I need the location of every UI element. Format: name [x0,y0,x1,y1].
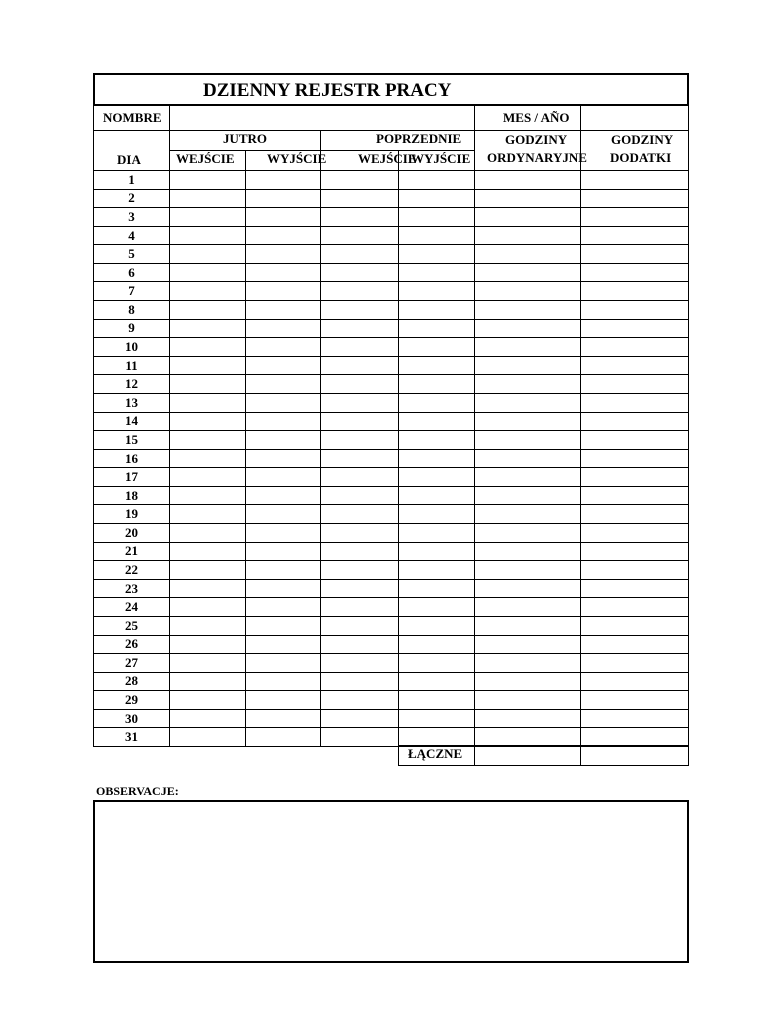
extra-hours-field[interactable] [580,430,689,450]
previous-entry-field[interactable] [320,244,399,264]
previous-exit-field[interactable] [398,244,475,264]
day-number: 27 [125,654,138,670]
ordinary-hours-field[interactable] [474,226,581,246]
day-number: 17 [125,469,138,485]
previous-exit-field[interactable] [398,523,475,543]
day-number: 23 [125,580,138,596]
today-entry-field[interactable] [169,523,246,543]
day-number: 2 [128,190,135,206]
ordinary-hours-field[interactable] [474,690,581,710]
today-entry-field[interactable] [169,653,246,673]
month-year-field[interactable] [580,105,689,131]
extra-hours-field[interactable] [580,226,689,246]
observations-field[interactable] [93,800,689,963]
previous-exit-field[interactable] [398,374,475,394]
ordinary-hours-field[interactable] [474,709,581,729]
today-entry-field[interactable] [169,226,246,246]
previous-entry-header: WEJŚCIE [358,151,417,166]
extra-hours-field[interactable] [580,523,689,543]
today-entry-field[interactable] [169,281,246,301]
today-entry-field[interactable] [169,412,246,432]
today-entry-field[interactable] [169,300,246,320]
ordinary-hours-field[interactable] [474,560,581,580]
previous-entry-field[interactable] [320,486,399,506]
previous-entry-field[interactable] [320,690,399,710]
today-exit-field[interactable] [245,560,321,580]
previous-entry-field[interactable] [320,356,399,376]
previous-entry-field[interactable] [320,412,399,432]
today-exit-header: WYJŚCIE [267,151,327,166]
previous-entry-field[interactable] [320,300,399,320]
day-number: 20 [125,524,138,540]
ordinary-hours-field[interactable] [474,300,581,320]
ordinary-hours-field[interactable] [474,504,581,524]
previous-entry-field[interactable] [320,170,399,190]
day-header: DIA [117,152,141,167]
ordinary-hours-header-line1: GODZINY [505,132,568,147]
ordinary-hours-field[interactable] [474,616,581,636]
today-exit-field[interactable] [245,319,321,339]
previous-entry-field[interactable] [320,449,399,469]
extra-hours-field[interactable] [580,412,689,432]
ordinary-hours-field[interactable] [474,597,581,617]
today-entry-field[interactable] [169,430,246,450]
day-number: 1 [128,171,135,187]
previous-entry-field[interactable] [320,542,399,562]
previous-exit-field[interactable] [398,579,475,599]
extra-hours-header-line1: GODZINY [611,132,674,147]
extra-hours-field[interactable] [580,319,689,339]
today-entry-field[interactable] [169,635,246,655]
day-number: 15 [125,431,138,447]
today-entry-field[interactable] [169,542,246,562]
day-number: 10 [125,339,138,355]
previous-exit-field[interactable] [398,412,475,432]
previous-entry-field[interactable] [320,263,399,283]
previous-entry-field[interactable] [320,374,399,394]
today-exit-field[interactable] [245,226,321,246]
day-number: 21 [125,543,138,559]
extra-hours-field[interactable] [580,300,689,320]
extra-hours-field[interactable] [580,560,689,580]
ordinary-hours-field[interactable] [474,449,581,469]
previous-entry-field[interactable] [320,226,399,246]
extra-hours-field[interactable] [580,244,689,264]
today-exit-field[interactable] [245,430,321,450]
today-exit-field[interactable] [245,542,321,562]
day-number: 30 [125,710,138,726]
previous-entry-field[interactable] [320,523,399,543]
ordinary-hours-field[interactable] [474,337,581,357]
total-extra-hours-field[interactable] [580,745,689,766]
previous-exit-field[interactable] [398,653,475,673]
today-exit-field[interactable] [245,170,321,190]
previous-exit-field[interactable] [398,226,475,246]
day-number: 7 [128,283,135,299]
extra-hours-field[interactable] [580,449,689,469]
today-entry-field[interactable] [169,467,246,487]
extra-hours-field[interactable] [580,189,689,209]
today-entry-field[interactable] [169,319,246,339]
extra-hours-field[interactable] [580,281,689,301]
today-exit-field[interactable] [245,300,321,320]
previous-exit-field[interactable] [398,207,475,227]
today-entry-field[interactable] [169,207,246,227]
previous-entry-field[interactable] [320,504,399,524]
today-exit-field[interactable] [245,653,321,673]
today-entry-field[interactable] [169,170,246,190]
day-number: 25 [125,617,138,633]
today-exit-field[interactable] [245,337,321,357]
previous-exit-field[interactable] [398,430,475,450]
ordinary-hours-field[interactable] [474,263,581,283]
previous-entry-field[interactable] [320,189,399,209]
ordinary-hours-field[interactable] [474,374,581,394]
day-number: 16 [125,450,138,466]
today-exit-field[interactable] [245,579,321,599]
previous-entry-field[interactable] [320,337,399,357]
today-exit-field[interactable] [245,281,321,301]
today-entry-field[interactable] [169,244,246,264]
extra-hours-field[interactable] [580,672,689,692]
previous-entry-field[interactable] [320,579,399,599]
day-number: 6 [128,264,135,280]
ordinary-hours-field[interactable] [474,467,581,487]
today-exit-field[interactable] [245,207,321,227]
extra-hours-field[interactable] [580,263,689,283]
previous-exit-field[interactable] [398,449,475,469]
today-entry-header: WEJŚCIE [176,151,235,166]
previous-entry-field[interactable] [320,393,399,413]
previous-exit-field[interactable] [398,393,475,413]
today-entry-field[interactable] [169,337,246,357]
today-entry-field[interactable] [169,690,246,710]
previous-exit-field[interactable] [398,337,475,357]
previous-exit-field[interactable] [398,542,475,562]
previous-entry-field[interactable] [320,597,399,617]
day-number: 24 [125,599,138,615]
ordinary-hours-field[interactable] [474,579,581,599]
ordinary-hours-field[interactable] [474,653,581,673]
extra-hours-field[interactable] [580,616,689,636]
extra-hours-field[interactable] [580,170,689,190]
day-number: 14 [125,413,138,429]
previous-entry-field[interactable] [320,467,399,487]
day-number: 9 [128,320,135,336]
today-entry-field[interactable] [169,709,246,729]
day-number: 28 [125,673,138,689]
extra-hours-field[interactable] [580,504,689,524]
previous-exit-field[interactable] [398,616,475,636]
extra-hours-field[interactable] [580,356,689,376]
previous-entry-field[interactable] [320,672,399,692]
today-exit-field[interactable] [245,709,321,729]
today-entry-field[interactable] [169,560,246,580]
today-exit-field[interactable] [245,690,321,710]
ordinary-hours-field[interactable] [474,356,581,376]
today-entry-field[interactable] [169,189,246,209]
today-entry-field[interactable] [169,504,246,524]
previous-entry-field[interactable] [320,635,399,655]
ordinary-hours-field[interactable] [474,319,581,339]
ordinary-hours-field[interactable] [474,430,581,450]
today-exit-field[interactable] [245,467,321,487]
today-group-label: JUTRO [222,131,268,146]
today-entry-field[interactable] [169,597,246,617]
previous-entry-field[interactable] [320,560,399,580]
today-exit-field[interactable] [245,616,321,636]
previous-exit-field[interactable] [398,300,475,320]
extra-hours-field[interactable] [580,207,689,227]
previous-entry-field[interactable] [320,709,399,729]
ordinary-hours-field[interactable] [474,542,581,562]
ordinary-hours-field[interactable] [474,207,581,227]
today-exit-field[interactable] [245,393,321,413]
today-entry-field[interactable] [169,672,246,692]
ordinary-hours-field[interactable] [474,672,581,692]
previous-exit-field[interactable] [398,709,475,729]
extra-hours-field[interactable] [580,709,689,729]
previous-entry-field[interactable] [320,653,399,673]
previous-entry-field[interactable] [320,727,399,747]
previous-exit-field[interactable] [398,504,475,524]
today-entry-field[interactable] [169,393,246,413]
previous-exit-field[interactable] [398,170,475,190]
extra-hours-field[interactable] [580,467,689,487]
today-exit-field[interactable] [245,727,321,747]
day-number: 26 [125,636,138,652]
ordinary-hours-field[interactable] [474,635,581,655]
previous-exit-field[interactable] [398,263,475,283]
extra-hours-field[interactable] [580,486,689,506]
previous-exit-field[interactable] [398,597,475,617]
ordinary-hours-field[interactable] [474,244,581,264]
today-exit-field[interactable] [245,504,321,524]
extra-hours-field[interactable] [580,635,689,655]
previous-exit-header: WYJŚCIE [411,151,471,166]
ordinary-hours-field[interactable] [474,281,581,301]
observations-label: OBSERVACJE: [96,784,179,798]
today-entry-field[interactable] [169,263,246,283]
previous-group-label: POPRZEDNIE [376,131,462,146]
previous-entry-field[interactable] [320,616,399,636]
day-number: 13 [125,394,138,410]
previous-entry-field[interactable] [320,281,399,301]
today-exit-field[interactable] [245,244,321,264]
day-number: 12 [125,376,138,392]
previous-exit-field[interactable] [398,560,475,580]
ordinary-hours-field[interactable] [474,486,581,506]
form-title: DZIENNY REJESTR PRACY [203,80,452,101]
day-number: 8 [128,301,135,317]
today-entry-field[interactable] [169,616,246,636]
today-entry-field[interactable] [169,449,246,469]
previous-exit-field[interactable] [398,281,475,301]
extra-hours-field[interactable] [580,690,689,710]
today-entry-field[interactable] [169,486,246,506]
extra-hours-field[interactable] [580,653,689,673]
name-label: NOMBRE [103,110,162,125]
extra-hours-header-line2: DODATKI [610,150,672,165]
previous-exit-field[interactable] [398,189,475,209]
extra-hours-field[interactable] [580,542,689,562]
day-number: 31 [125,729,138,745]
ordinary-hours-header-line2: ORDYNARYJNE [487,150,587,165]
ordinary-hours-field[interactable] [474,412,581,432]
ordinary-hours-field[interactable] [474,170,581,190]
today-exit-field[interactable] [245,597,321,617]
ordinary-hours-field[interactable] [474,393,581,413]
ordinary-hours-field[interactable] [474,189,581,209]
today-exit-field[interactable] [245,486,321,506]
today-entry-field[interactable] [169,374,246,394]
day-number: 22 [125,561,138,577]
today-exit-field[interactable] [245,635,321,655]
previous-entry-field[interactable] [320,430,399,450]
name-field[interactable] [169,105,475,131]
today-exit-field[interactable] [245,449,321,469]
total-ordinary-hours-field[interactable] [474,745,581,766]
day-number: 18 [125,487,138,503]
day-number: 3 [128,208,135,224]
previous-exit-field[interactable] [398,486,475,506]
extra-hours-field[interactable] [580,337,689,357]
today-exit-field[interactable] [245,263,321,283]
extra-hours-field[interactable] [580,597,689,617]
today-exit-field[interactable] [245,523,321,543]
previous-exit-field[interactable] [398,635,475,655]
month-year-label: MES / AÑO [503,110,570,125]
previous-exit-field[interactable] [398,690,475,710]
extra-hours-field[interactable] [580,374,689,394]
previous-entry-field[interactable] [320,319,399,339]
previous-entry-field[interactable] [320,207,399,227]
extra-hours-field[interactable] [580,579,689,599]
today-entry-field[interactable] [169,579,246,599]
today-exit-field[interactable] [245,672,321,692]
day-number: 4 [128,227,135,243]
previous-exit-field[interactable] [398,319,475,339]
today-entry-field[interactable] [169,727,246,747]
ordinary-hours-field[interactable] [474,523,581,543]
today-exit-field[interactable] [245,189,321,209]
today-entry-field[interactable] [169,356,246,376]
previous-exit-field[interactable] [398,467,475,487]
previous-exit-field[interactable] [398,356,475,376]
today-exit-field[interactable] [245,374,321,394]
previous-exit-field[interactable] [398,672,475,692]
day-number: 29 [125,692,138,708]
today-exit-field[interactable] [245,356,321,376]
extra-hours-field[interactable] [580,393,689,413]
today-exit-field[interactable] [245,412,321,432]
day-number: 11 [125,357,138,373]
day-number: 5 [128,246,135,262]
total-label: ŁĄCZNE [408,746,463,761]
day-number: 19 [125,506,138,522]
